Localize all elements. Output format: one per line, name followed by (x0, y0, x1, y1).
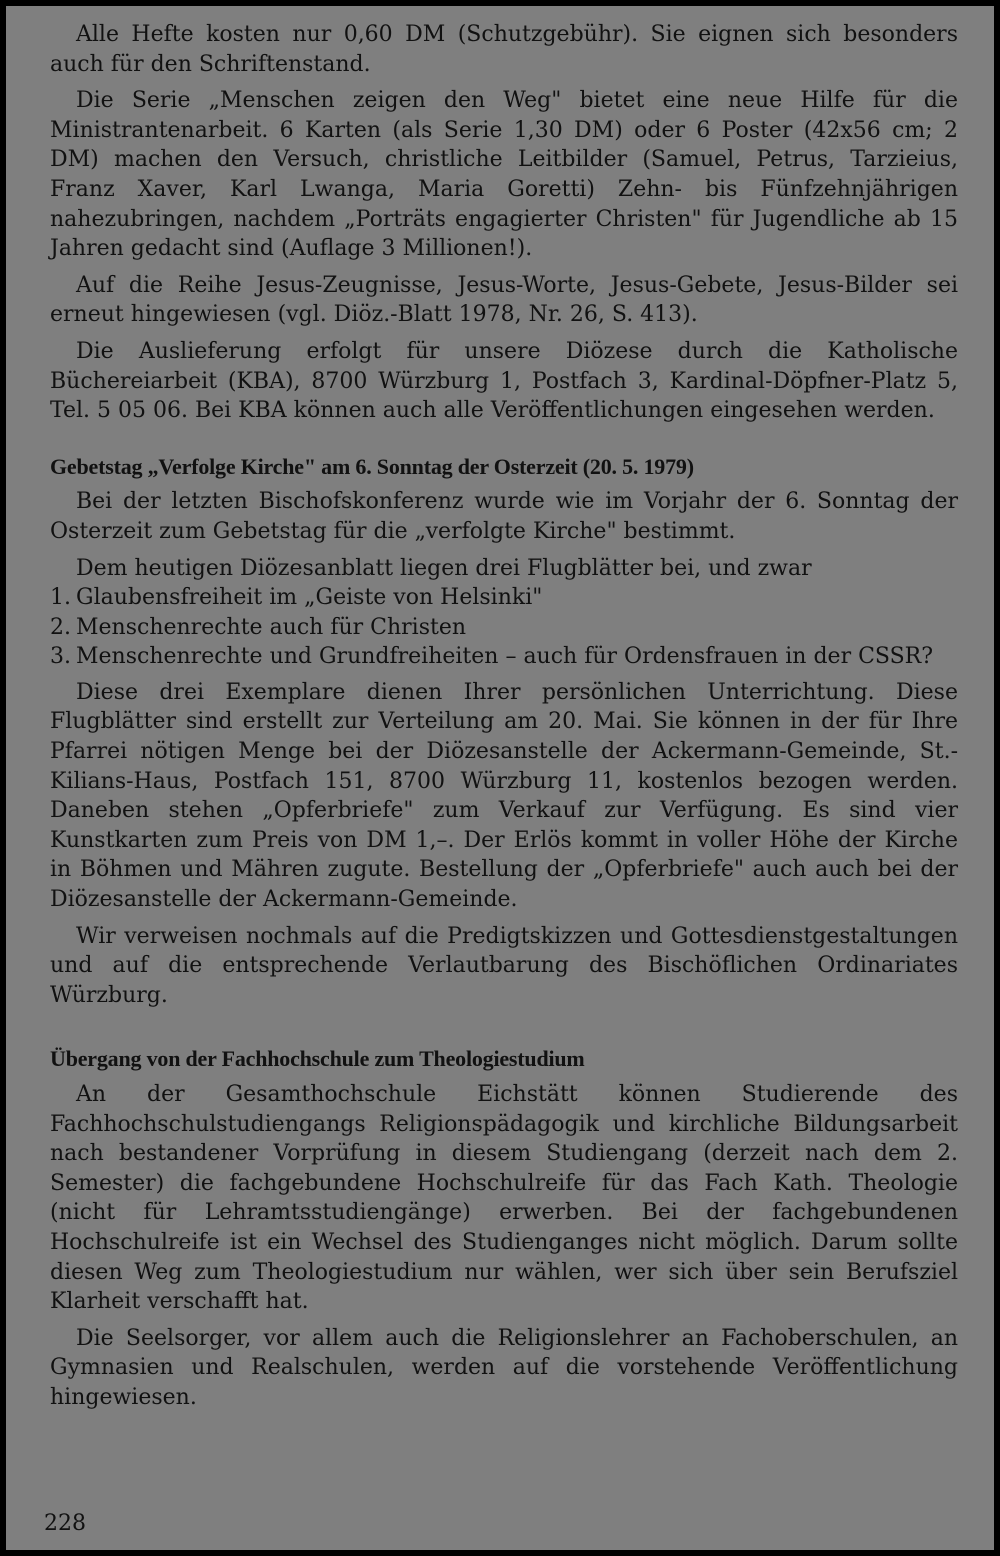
list-item-text: Menschenrechte auch für Christen (76, 614, 467, 640)
list-item-number: 1. (50, 585, 71, 611)
list-item (50, 642, 958, 672)
list-item (50, 613, 958, 643)
section1-paragraph-4: Wir verweisen nochmals auf die Predigtskizzen und Gottesdienstgestaltungen und auf die entsprechende Verlautbarung des Bischöflichen Ordinariates Würzburg. (50, 923, 958, 1008)
list-item-number: 3. (50, 644, 71, 670)
list-item-number: 2. (50, 614, 71, 640)
page-number: 228 (44, 1511, 86, 1536)
intro-paragraph-4: Die Auslieferung erfolgt für unsere Diözese durch die Katholische Büchereiarbeit (KBA), 8700 Würzburg 1, Postfach 3, Kardinal-Döpfner-Platz 5, Tel. 5 05 06. Bei KBA können auch alle Veröffentlichungen eingesehen werden. (50, 338, 958, 424)
section1-paragraph-3: Diese drei Exemplare dienen Ihrer persönlichen Unterrichtung. Diese Flugblätter sind erstellt zur Verteilung am 20. Mai. Sie können in der für Ihre Pfarrei nötigen Menge bei der Diözesanstelle der Ackermann-Gemeinde, St.-Kilians-Haus, Postfach 151, 8700 Würzburg 11, kostenlos bezogen werden. Daneben stehen „Opferbriefe" zum Verkauf zur Verfügung. Es sind vier Kunstkarten zum Preis von DM 1,–. Der Erlös kommt in voller Höhe der Kirche in Böhmen und Mähren zugute. Bestellung der „Opferbriefe" auch auch bei der Diözesanstelle der Ackermann-Gemeinde. (50, 679, 958, 913)
section1-paragraph-1: Bei der letzten Bischofskonferenz wurde wie im Vorjahr der 6. Sonntag der Osterzeit zum Gebetstag für die „verfolgte Kirche" bestimmt. (50, 489, 958, 544)
list-item-text: Menschenrechte und Grundfreiheiten – auch für Ordensfrauen in der CSSR? (76, 644, 934, 670)
intro-paragraph-3: Auf die Reihe Jesus-Zeugnisse, Jesus-Worte, Jesus-Gebete, Jesus-Bilder sei erneut hingewiesen (vgl. Diöz.-Blatt 1978, Nr. 26, S. 413). (50, 272, 958, 328)
intro-paragraph-1: Alle Hefte kosten nur 0,60 DM (Schutzgebühr). Sie eignen sich besonders auch für den Schriftenstand. (50, 22, 958, 77)
section1-paragraph-2: Dem heutigen Diözesanblatt liegen drei Flugblätter bei, und zwar (76, 555, 812, 581)
section2-paragraph-2: Die Seelsorger, vor allem auch die Religionslehrer an Fachoberschulen, an Gymnasien und Realschulen, werden auf die vorstehende Veröffentlichung hingewiesen. (50, 1325, 958, 1410)
intro-paragraph-2: Die Serie „Menschen zeigen den Weg" bietet eine neue Hilfe für die Ministrantenarbeit. 6 Karten (als Serie 1,30 DM) oder 6 Poster (42x56 cm; 2 DM) machen den Versuch, christliche Leitbilder (Samuel, Petrus, Tarzieius, Franz Xaver, Karl Lwanga, Maria Goretti) Zehn- bis Fünfzehnjährigen nahezubringen, nachdem „Porträts engagierter Christen" für Jugendliche ab 15 Jahren gedacht sind (Auflage 3 Millionen!). (50, 88, 958, 262)
section-heading-uebergang: Übergang von der Fachhochschule zum Theologiestudium (50, 1046, 585, 1072)
list-item-text: Glaubensfreiheit im „Geiste von Helsinki" (76, 585, 543, 611)
list-item (50, 583, 958, 613)
flyer-list (50, 583, 958, 672)
section2-paragraph-1: An der Gesamthochschule Eichstätt können Studierende des Fachhochschulstudiengangs Religionspädagogik und kirchliche Bildungsarbeit nach bestandener Vorprüfung in diesem Studiengang (derzeit nach dem 2. Semester) die fachgebundene Hochschulreife für das Fach Kath. Theologie (nicht für Lehramtsstudiengänge) erwerben. Bei der fachgebundenen Hochschulreife ist ein Wechsel des Studienganges nicht möglich. Darum sollte diesen Weg zum Theologiestudium nur wählen, wer sich über sein Berufsziel Klarheit verschafft hat. (50, 1082, 958, 1315)
section-heading-gebetstag: Gebetstag „Verfolge Kirche" am 6. Sonntag der Osterzeit (20. 5. 1979) (50, 453, 694, 479)
